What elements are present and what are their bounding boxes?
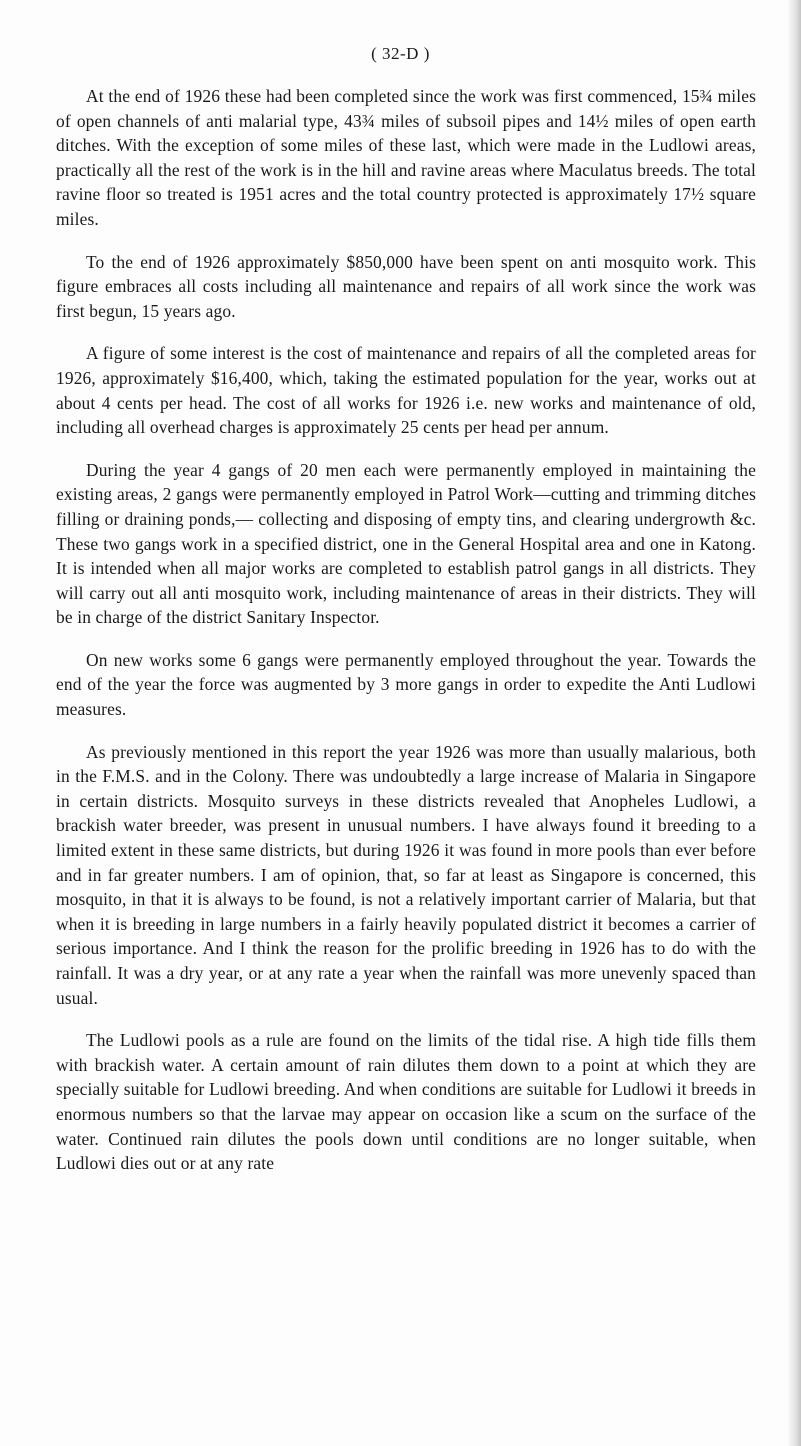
paragraph-total-spent: To the end of 1926 approximately $850,000 have been spent on anti mosquito work. This figure embraces all costs including all maintenance and repairs of all work since the work was first begun, 15 years ago. (56, 251, 756, 321)
paragraph-works-completed: At the end of 1926 these had been completed since the work was first commenced, 15¾ miles of open channels of anti malarial type, 43¾ miles of subsoil pipes and 14½ miles of open earth ditches. With the exception of some miles of these last, which were made in the Ludlowi areas, practically all the rest of the work is in the hill and ravine areas where Maculatus breeds. The total ravine floor so treated is 1951 acres and the total country protected is approximately 17½ square miles. (56, 86, 756, 229)
paragraph-gangs-employed: During the year 4 gangs of 20 men each were permanently employed in maintaining the existing areas, 2 gangs were permanently employed in Patrol Work—cutting and trimming ditches filling or draining ponds,— collecting and disposing of empty tins, and clearing undergrowth &c. These two gangs work in a specified district, one in the General Hospital area and one in Katong. It is intended when all major works are completed to establish patrol gangs in all districts. They will carry out all anti mosquito work, including maintenance of areas in their districts. They will be in charge of the district Sanitary Inspector. (56, 459, 756, 628)
page-number: ( 32-D ) (371, 44, 430, 63)
page-edge-shadow (787, 0, 801, 1446)
paragraph-malaria-increase: As previously mentioned in this report the year 1926 was more than usually malarious, both in the F.M.S. and in the Colony. There was undoubtedly a large increase of Malaria in Singapore in certain districts. Mosquito surveys in these districts revealed that Anopheles Ludlowi, a brackish water breeder, was present in unusual numbers. I have always found it breeding to a limited extent in these same districts, but during 1926 it was found in more pools than ever before and in far greater numbers. I am of opinion, that, so far at least as Singapore is concerned, this mosquito, in that it is always to be found, is not a relatively important carrier of Malaria, but that when it is breeding in large numbers in a fairly heavily populated district it becomes a carrier of serious importance. And I think the reason for the prolific breeding in 1926 has to do with the rainfall. It was a dry year, or at any rate a year when the rainfall was more unevenly spaced than usual. (56, 741, 756, 1008)
body-text (56, 84, 756, 1194)
paragraph-maintenance-cost: A figure of some interest is the cost of maintenance and repairs of all the completed areas for 1926, approximately $16,400, which, taking the estimated population for the year, works out at about 4 cents per head. The cost of all works for 1926 i.e. new works and maintenance of old, including all overhead charges is approximately 25 cents per head per annum. (56, 343, 756, 438)
paragraph-ludlowi-pools: The Ludlowi pools as a rule are found on the limits of the tidal rise. A high tide fills them with brackish water. A certain amount of rain dilutes them down to a point at which they are specially suitable for Ludlowi breeding. And when conditions are suitable for Ludlowi it breeds in enormous numbers so that the larvae may appear on occasion like a scum on the surface of the water. Continued rain dilutes the pools down until conditions are no longer suitable, when Ludlowi dies out or at any rate (56, 1030, 756, 1174)
paragraph-new-works: On new works some 6 gangs were permanently employed throughout the year. Towards the end of the year the force was augmented by 3 more gangs in order to expedite the Anti Ludlowi measures. (56, 649, 756, 720)
